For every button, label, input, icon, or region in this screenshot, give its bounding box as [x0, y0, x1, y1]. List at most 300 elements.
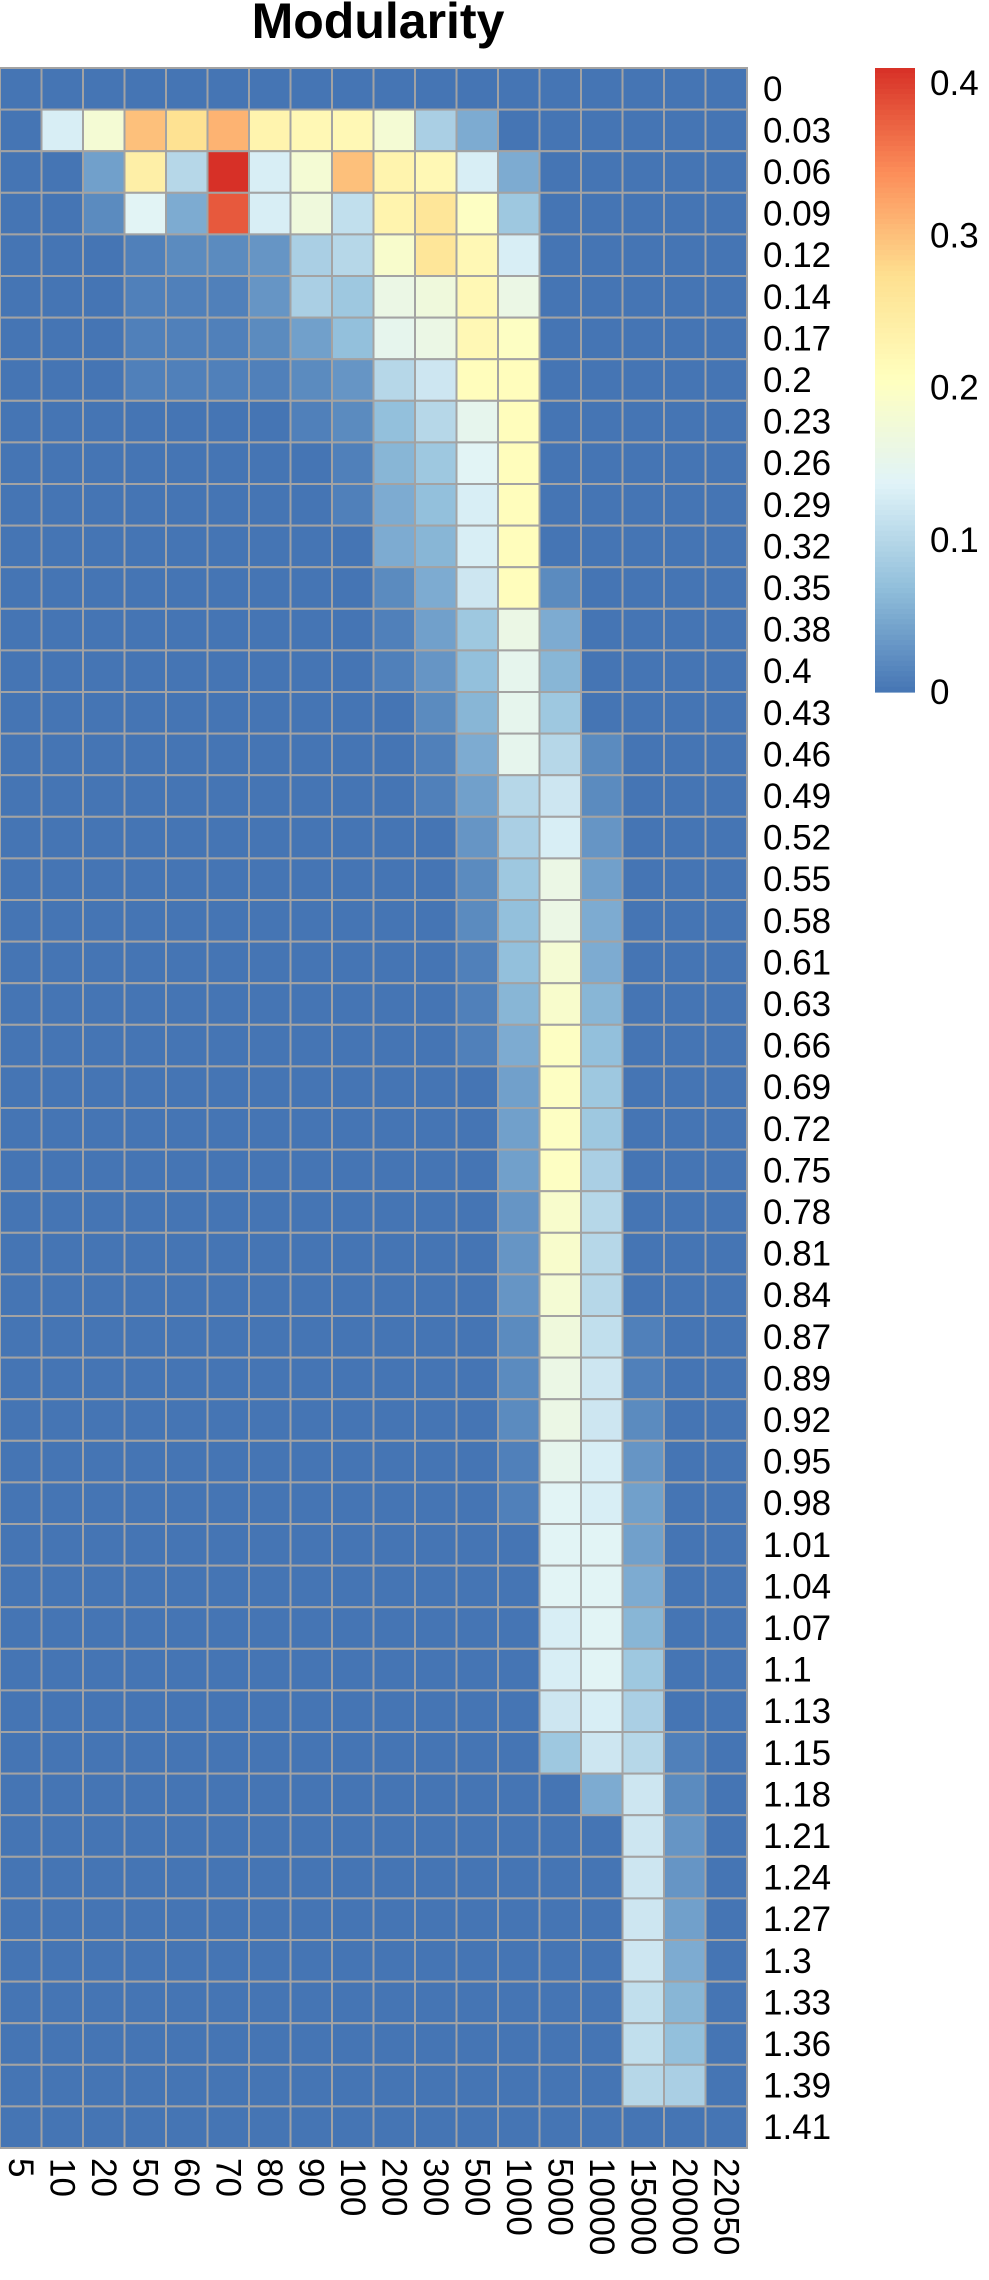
heatmap-cell — [498, 193, 540, 235]
x-tick-label: 20000 — [664, 2158, 704, 2256]
y-tick-label: 0.06 — [763, 153, 832, 192]
colorbar-segment — [875, 312, 915, 318]
colorbar-segment — [875, 416, 915, 422]
heatmap-cell — [498, 650, 540, 692]
heatmap-cell — [415, 942, 457, 984]
heatmap-cell — [291, 1025, 333, 1067]
heatmap-cell — [249, 1857, 291, 1899]
heatmap-cell — [166, 1316, 208, 1358]
heatmap-cell — [332, 484, 374, 526]
heatmap-cell — [249, 2106, 291, 2148]
heatmap-cell — [415, 2023, 457, 2065]
heatmap-cell — [166, 1108, 208, 1150]
heatmap-cell — [166, 318, 208, 360]
heatmap-cell — [208, 2023, 250, 2065]
y-tick-label: 1.33 — [763, 1983, 832, 2023]
heatmap-cell — [166, 359, 208, 401]
heatmap-cell — [498, 359, 540, 401]
heatmap-cell — [706, 110, 748, 152]
heatmap-cell — [415, 858, 457, 900]
colorbar-segment — [875, 245, 915, 251]
y-tick-label: 0.95 — [763, 1442, 832, 1482]
heatmap-cell — [249, 110, 291, 152]
heatmap-cell — [0, 1441, 42, 1483]
heatmap-cell — [706, 692, 748, 734]
colorbar-segment — [875, 302, 915, 308]
heatmap-cell — [208, 318, 250, 360]
heatmap-cell — [249, 1025, 291, 1067]
heatmap-cell — [42, 110, 84, 152]
heatmap-cell — [125, 526, 167, 568]
heatmap-cell — [42, 1607, 84, 1649]
heatmap-cell — [498, 276, 540, 318]
colorbar-segment — [875, 505, 915, 511]
heatmap-cell — [291, 193, 333, 235]
x-tick-label: 10000 — [581, 2158, 621, 2256]
heatmap-cell — [540, 1732, 582, 1774]
heatmap-cell — [581, 276, 623, 318]
heatmap-cell — [664, 1108, 706, 1150]
heatmap-cell — [125, 1233, 167, 1275]
heatmap-cell — [540, 234, 582, 276]
heatmap-cell — [42, 1732, 84, 1774]
heatmap-cell — [498, 1898, 540, 1940]
heatmap-cell — [0, 193, 42, 235]
y-tick-label: 0.03 — [763, 111, 832, 151]
heatmap-cell — [125, 318, 167, 360]
heatmap-cell — [706, 276, 748, 318]
heatmap-cell — [42, 234, 84, 276]
heatmap-cell — [208, 609, 250, 651]
heatmap-cell — [706, 1815, 748, 1857]
heatmap-cell — [457, 2065, 499, 2107]
heatmap-cell — [291, 442, 333, 484]
heatmap-cell — [332, 276, 374, 318]
heatmap-cell — [498, 526, 540, 568]
heatmap-cell — [125, 734, 167, 776]
heatmap-cell — [706, 1233, 748, 1275]
colorbar-segment — [875, 489, 915, 495]
heatmap-cell — [581, 1274, 623, 1316]
heatmap-cell — [706, 775, 748, 817]
heatmap-cell — [415, 692, 457, 734]
colorbar-segment — [875, 115, 915, 121]
heatmap-cell — [0, 1066, 42, 1108]
heatmap-cell — [540, 110, 582, 152]
heatmap-cell — [457, 484, 499, 526]
heatmap-cell — [332, 1898, 374, 1940]
heatmap-cell — [498, 318, 540, 360]
x-tick-label: 80 — [249, 2158, 289, 2197]
heatmap-cell — [332, 942, 374, 984]
heatmap-cell — [706, 68, 748, 110]
heatmap-cell — [706, 1566, 748, 1608]
heatmap-cell — [664, 1191, 706, 1233]
colorbar-segment — [875, 167, 915, 173]
colorbar-segment — [875, 188, 915, 194]
heatmap-cell — [208, 1940, 250, 1982]
heatmap-cell — [623, 276, 665, 318]
y-tick-label: 0.66 — [763, 1026, 832, 1066]
y-tick-label: 0.81 — [763, 1234, 832, 1274]
heatmap-cell — [125, 1607, 167, 1649]
heatmap-cell — [42, 1982, 84, 2024]
heatmap-cell — [83, 1316, 125, 1358]
heatmap-cell — [125, 1150, 167, 1192]
heatmap-cell — [42, 1233, 84, 1275]
heatmap-cell — [415, 1025, 457, 1067]
heatmap-cell — [208, 359, 250, 401]
heatmap-cell — [498, 1607, 540, 1649]
colorbar-segment — [875, 432, 915, 438]
y-tick-label: 1.3 — [763, 1941, 812, 1981]
heatmap-cell — [125, 1857, 167, 1899]
heatmap-cell — [415, 1274, 457, 1316]
heatmap-cell — [166, 1524, 208, 1566]
colorbar-segment — [875, 385, 915, 391]
heatmap-cell — [581, 1566, 623, 1608]
heatmap-cell — [498, 1940, 540, 1982]
heatmap-cell — [498, 1815, 540, 1857]
heatmap-cell — [374, 1690, 416, 1732]
heatmap-cell — [332, 1566, 374, 1608]
heatmap-cell — [0, 1732, 42, 1774]
x-tick-label: 60 — [166, 2158, 206, 2197]
colorbar-segment — [875, 292, 915, 298]
colorbar-segment — [875, 458, 915, 464]
heatmap-cell — [540, 1524, 582, 1566]
heatmap-cell — [706, 650, 748, 692]
heatmap-cell — [664, 1607, 706, 1649]
heatmap-cell — [415, 817, 457, 859]
colorbar-segment — [875, 234, 915, 240]
colorbar-segment — [875, 68, 915, 74]
heatmap-cell — [0, 2065, 42, 2107]
heatmap-cell — [42, 151, 84, 193]
heatmap-cell — [125, 1066, 167, 1108]
heatmap-cell — [249, 68, 291, 110]
heatmap-cell — [540, 567, 582, 609]
heatmap-cell — [83, 1732, 125, 1774]
heatmap-cell — [125, 817, 167, 859]
heatmap-cell — [374, 1482, 416, 1524]
heatmap-cell — [291, 2065, 333, 2107]
heatmap-cell — [166, 1815, 208, 1857]
heatmap-cell — [0, 609, 42, 651]
heatmap-cell — [457, 1025, 499, 1067]
heatmap-cell — [623, 692, 665, 734]
heatmap-cell — [83, 900, 125, 942]
heatmap-cell — [581, 900, 623, 942]
heatmap-cell — [83, 234, 125, 276]
heatmap-cell — [415, 442, 457, 484]
heatmap-cell — [125, 234, 167, 276]
heatmap-cell — [208, 817, 250, 859]
heatmap-cell — [332, 2023, 374, 2065]
heatmap-cell — [249, 442, 291, 484]
heatmap-cell — [540, 1857, 582, 1899]
heatmap-cell — [208, 1482, 250, 1524]
heatmap-cell — [42, 1774, 84, 1816]
heatmap-cell — [540, 983, 582, 1025]
colorbar-segment — [875, 307, 915, 313]
heatmap-cell — [498, 2065, 540, 2107]
heatmap-cell — [0, 1482, 42, 1524]
heatmap-cell — [83, 817, 125, 859]
heatmap-cell — [623, 1108, 665, 1150]
heatmap-cell — [208, 1774, 250, 1816]
heatmap-cell — [706, 1316, 748, 1358]
heatmap-cell — [83, 567, 125, 609]
heatmap-cell — [540, 1607, 582, 1649]
heatmap-cell — [291, 401, 333, 443]
colorbar-segment — [875, 588, 915, 594]
heatmap-cell — [623, 1025, 665, 1067]
x-tick-label: 5 — [0, 2158, 40, 2178]
colorbar-segment — [875, 281, 915, 287]
heatmap-cell — [706, 1025, 748, 1067]
heatmap-cell — [332, 1482, 374, 1524]
heatmap-cell — [166, 1732, 208, 1774]
heatmap-cell — [0, 401, 42, 443]
heatmap-cell — [581, 817, 623, 859]
heatmap-cell — [498, 775, 540, 817]
y-tick-label: 0.78 — [763, 1193, 832, 1232]
heatmap-cell — [291, 68, 333, 110]
heatmap-cell — [457, 858, 499, 900]
heatmap-cell — [208, 1566, 250, 1608]
heatmap-cell — [457, 734, 499, 776]
heatmap-cell — [457, 1940, 499, 1982]
heatmap-cell — [415, 1358, 457, 1400]
heatmap-cell — [581, 1815, 623, 1857]
heatmap-cell — [457, 1690, 499, 1732]
heatmap-cell — [42, 2106, 84, 2148]
colorbar-segment — [875, 526, 915, 532]
heatmap-cell — [457, 1857, 499, 1899]
heatmap-cell — [374, 567, 416, 609]
heatmap-cell — [332, 359, 374, 401]
heatmap-cell — [457, 650, 499, 692]
heatmap-cell — [83, 1441, 125, 1483]
heatmap-cell — [706, 1940, 748, 1982]
heatmap-cell — [706, 1649, 748, 1691]
heatmap-cell — [332, 1940, 374, 1982]
heatmap-cell — [415, 1898, 457, 1940]
heatmap-cell — [581, 567, 623, 609]
heatmap-cell — [457, 442, 499, 484]
heatmap-cell — [332, 1150, 374, 1192]
heatmap-cell — [664, 1732, 706, 1774]
heatmap-cell — [332, 2106, 374, 2148]
heatmap-cell — [581, 1774, 623, 1816]
heatmap-cell — [83, 151, 125, 193]
heatmap-cell — [623, 68, 665, 110]
heatmap-cell — [291, 1150, 333, 1192]
heatmap-cell — [83, 1358, 125, 1400]
heatmap-cell — [83, 1150, 125, 1192]
heatmap-cell — [208, 234, 250, 276]
y-tick-label: 1.04 — [763, 1567, 832, 1607]
colorbar-segment — [875, 546, 915, 552]
colorbar-segment — [875, 442, 915, 448]
heatmap-cell — [706, 1732, 748, 1774]
heatmap-cell — [540, 609, 582, 651]
y-tick-label: 0.26 — [763, 444, 832, 484]
heatmap-cell — [125, 1399, 167, 1441]
colorbar-segment — [875, 193, 915, 199]
heatmap-cell — [581, 442, 623, 484]
heatmap-cell — [291, 1066, 333, 1108]
heatmap-cell — [664, 1274, 706, 1316]
heatmap-cell — [581, 1108, 623, 1150]
heatmap-cell — [664, 2065, 706, 2107]
heatmap-cell — [83, 609, 125, 651]
heatmap-cell — [664, 817, 706, 859]
heatmap-cell — [125, 1690, 167, 1732]
heatmap-cell — [332, 1690, 374, 1732]
heatmap-cell — [332, 858, 374, 900]
heatmap-cell — [623, 359, 665, 401]
heatmap-cell — [664, 1233, 706, 1275]
colorbar-segment — [875, 567, 915, 573]
colorbar-segment — [875, 354, 915, 360]
heatmap-cell — [457, 1066, 499, 1108]
heatmap-cell — [457, 1982, 499, 2024]
heatmap-cell — [42, 1150, 84, 1192]
heatmap-cell — [332, 526, 374, 568]
heatmap-cell — [249, 1898, 291, 1940]
heatmap-cell — [208, 692, 250, 734]
heatmap-cell — [249, 900, 291, 942]
heatmap-cell — [0, 1108, 42, 1150]
heatmap-cell — [291, 276, 333, 318]
heatmap-cell — [374, 1316, 416, 1358]
colorbar-segment — [875, 474, 915, 480]
heatmap-cell — [291, 1649, 333, 1691]
heatmap-cell — [581, 775, 623, 817]
heatmap-cell — [291, 1566, 333, 1608]
heatmap-cell — [249, 526, 291, 568]
heatmap-cell — [623, 900, 665, 942]
heatmap-cell — [125, 1482, 167, 1524]
heatmap-cell — [457, 983, 499, 1025]
heatmap-cell — [166, 2065, 208, 2107]
heatmap-cell — [581, 1233, 623, 1275]
y-tick-label: 1.21 — [763, 1817, 832, 1856]
heatmap-cell — [415, 1316, 457, 1358]
colorbar-segment — [875, 328, 915, 334]
heatmap-cell — [332, 1774, 374, 1816]
colorbar-segment — [875, 583, 915, 589]
heatmap-cell — [249, 1274, 291, 1316]
heatmap-cell — [332, 817, 374, 859]
heatmap-cell — [415, 734, 457, 776]
colorbar-tick-label: 0.4 — [930, 64, 979, 104]
y-tick-label: 0.58 — [763, 901, 832, 941]
heatmap-cell — [42, 692, 84, 734]
heatmap-cell — [706, 1274, 748, 1316]
heatmap-cell — [540, 775, 582, 817]
heatmap-cell — [498, 1108, 540, 1150]
heatmap-cell — [457, 609, 499, 651]
heatmap-cell — [166, 1607, 208, 1649]
y-tick-label: 1.15 — [763, 1733, 832, 1773]
heatmap-cell — [415, 775, 457, 817]
x-tick-label: 15000 — [623, 2158, 663, 2256]
heatmap-cell — [249, 1649, 291, 1691]
y-tick-label: 0.29 — [763, 485, 832, 525]
heatmap-cell — [374, 110, 416, 152]
x-tick-label: 20 — [83, 2158, 123, 2197]
y-tick-label: 1.07 — [763, 1609, 832, 1648]
heatmap-cell — [540, 318, 582, 360]
heatmap-cell — [42, 1649, 84, 1691]
heatmap-cell — [415, 2065, 457, 2107]
colorbar-segment — [875, 286, 915, 292]
heatmap-cell — [623, 1150, 665, 1192]
heatmap-cell — [581, 110, 623, 152]
y-tick-label: 0.87 — [763, 1317, 832, 1357]
heatmap-cell — [581, 1150, 623, 1192]
heatmap-cell — [83, 1191, 125, 1233]
colorbar-segment — [875, 562, 915, 568]
heatmap-cell — [249, 1607, 291, 1649]
heatmap-cell — [291, 1940, 333, 1982]
heatmap-cell — [623, 567, 665, 609]
colorbar-segment — [875, 271, 915, 277]
heatmap-cell — [249, 276, 291, 318]
heatmap-cell — [581, 1316, 623, 1358]
heatmap-cell — [415, 193, 457, 235]
heatmap-cell — [540, 1150, 582, 1192]
heatmap-cell — [208, 1732, 250, 1774]
heatmap-cell — [415, 1191, 457, 1233]
heatmap-cell — [83, 2023, 125, 2065]
heatmap-cell — [374, 734, 416, 776]
heatmap-cell — [374, 858, 416, 900]
heatmap-cell — [581, 1940, 623, 1982]
colorbar-tick-label: 0 — [930, 673, 950, 712]
heatmap-cell — [166, 1940, 208, 1982]
heatmap-cell — [83, 1607, 125, 1649]
heatmap-cell — [332, 1191, 374, 1233]
heatmap-cell — [42, 1066, 84, 1108]
heatmap-cell — [291, 900, 333, 942]
heatmap-cell — [706, 526, 748, 568]
heatmap-cell — [540, 650, 582, 692]
colorbar-segment — [875, 609, 915, 615]
colorbar-segment — [875, 349, 915, 355]
heatmap-cell — [498, 1399, 540, 1441]
heatmap-cell — [332, 1233, 374, 1275]
heatmap-cell — [83, 942, 125, 984]
heatmap-cell — [706, 942, 748, 984]
heatmap-cell — [540, 734, 582, 776]
heatmap-cell — [498, 983, 540, 1025]
heatmap-cell — [457, 318, 499, 360]
colorbar-segment — [875, 531, 915, 537]
heatmap-cell — [42, 2023, 84, 2065]
heatmap-cell — [623, 1732, 665, 1774]
y-tick-label: 1.24 — [763, 1858, 832, 1898]
heatmap-cell — [498, 110, 540, 152]
heatmap-cell — [249, 942, 291, 984]
heatmap-cell — [540, 1774, 582, 1816]
heatmap-cell — [125, 359, 167, 401]
heatmap-cell — [291, 234, 333, 276]
heatmap-cell — [623, 1857, 665, 1899]
